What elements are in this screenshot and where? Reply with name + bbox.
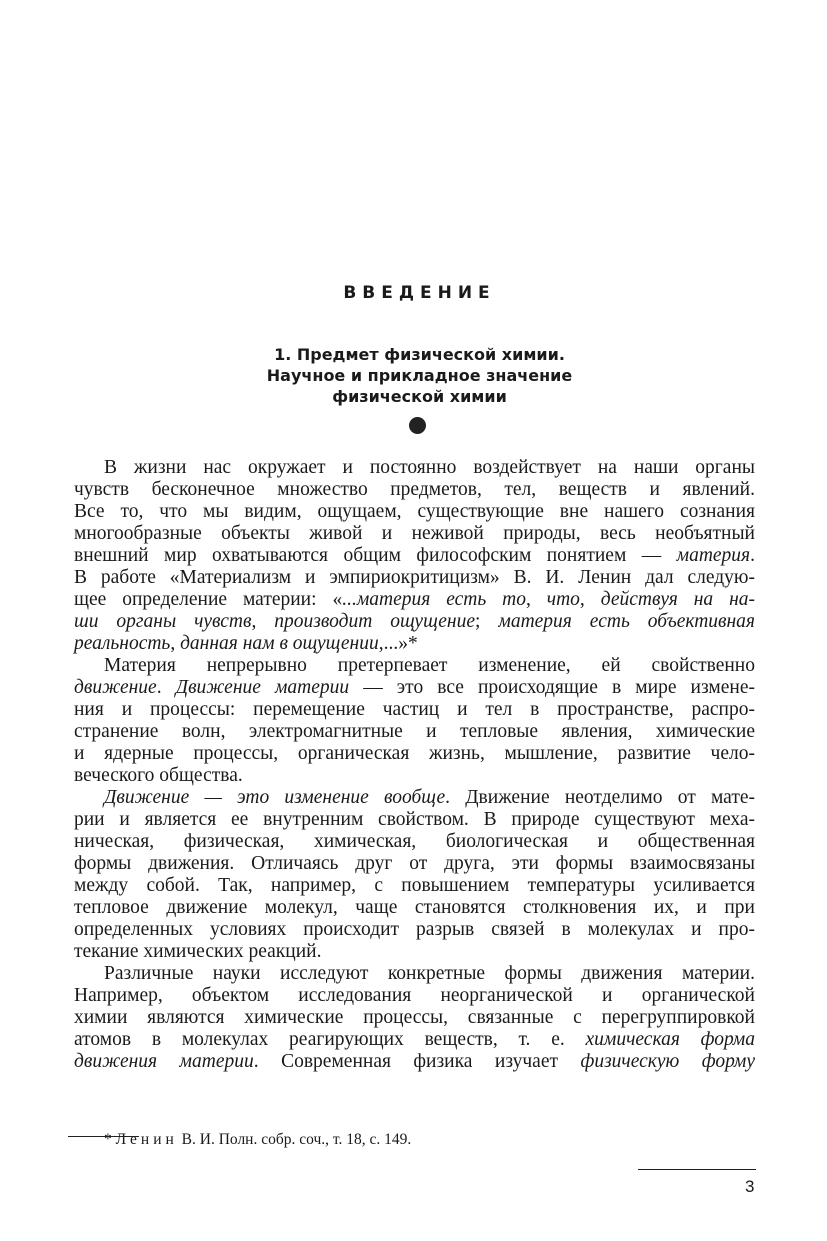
text-line [74,963,755,985]
text-line [74,985,755,1007]
italic-text: материя есть объективная [498,611,755,632]
italic-text: данная нам в ощущении [180,633,379,654]
text-line [74,853,755,875]
footnote-author: Ленин [115,1131,178,1148]
italic-text: производит ощущение [274,611,476,632]
text-line [74,1007,755,1029]
text-segment: , [579,589,601,610]
text-segment: . [750,545,755,566]
text-segment: Например, объектом исследования неорганической и органической [74,985,755,1006]
text-line [74,457,755,479]
italic-text: Движение материи [175,677,350,698]
text-segment: тепловое движение молекул, чаще становятся столкновения их, и при [74,897,755,918]
text-line [74,831,755,853]
text-segment: — это все происходящие в мире измене- [349,677,755,698]
footnote-mark: * [104,1131,116,1148]
text-line [74,501,755,523]
italic-text: реальность [74,633,171,654]
text-segment: Различные науки исследуют конкретные формы движения материи. [104,963,755,984]
text-line [74,721,755,743]
text-line [74,1029,755,1051]
page-number: 3 [745,1177,755,1196]
text-line [74,809,755,831]
text-segment: . [156,677,176,698]
text-segment: рии и является ее внутренним свойством. В природе существуют меха- [74,809,755,830]
text-segment: , [170,633,181,654]
text-segment: определенных условиях происходит разрыв связей в молекулах и про- [74,919,755,940]
text-segment: Материя непрерывно претерпевает изменение, ей свойственно [104,655,755,676]
text-line [74,523,755,545]
text-segment: текание химических реакций. [74,941,322,962]
text-line [74,633,755,655]
italic-text: химическая форма [585,1029,755,1050]
text-line [74,655,755,677]
text-segment: странение волн, электромагнитные и тепловые явления, химические [74,721,755,742]
ornament-dot-icon [409,417,426,434]
text-line [74,611,755,633]
text-segment: ния и процессы: перемещение частиц и тел в пространстве, распро- [74,699,755,720]
text-segment: , [525,589,547,610]
text-segment: ническая, физическая, химическая, биологическая и общественная [74,831,755,852]
text-line [74,589,755,611]
body-text [74,457,755,1073]
text-segment: щее определение материи: « [74,589,343,610]
text-segment: ; [475,611,499,632]
text-segment: между собой. Так, например, с повышением температуры усиливается [74,875,755,896]
italic-text: Движение — это изменение вообще [104,787,446,808]
text-segment: атомов в молекулах реагирующих веществ, т. е. [74,1029,586,1050]
text-line [74,1051,755,1073]
text-segment: и ядерные процессы, органическая жизнь, мышление, развитие чело- [74,743,755,764]
text-segment: многообразные объекты живой и неживой природы, весь необъятный [74,523,755,544]
section-title-line: физической химии [332,387,507,406]
italic-text: физическую форму [580,1051,755,1072]
chapter-title: ВВЕДЕНИЕ [343,283,496,303]
page-number-rule [638,1169,756,1170]
text-segment: В работе «Материализм и эмпириокритицизм» В. И. Ленин дал следую- [74,567,755,588]
text-segment: , [251,611,275,632]
section-title-line: Научное и прикладное значение [266,366,573,385]
italic-text: что [546,589,580,610]
text-line [74,919,755,941]
text-segment: . Современная физика изучает [253,1051,581,1072]
text-line [74,743,755,765]
italic-text: движения материи [74,1051,254,1072]
text-segment: чувств бесконечное множество предметов, тел, веществ и явлений. [74,479,755,500]
text-segment: ,...»* [378,633,418,654]
text-line [74,677,755,699]
footnote-reference: В. И. Полн. собр. соч., т. 18, с. 149. [177,1131,412,1148]
text-line [74,875,755,897]
text-segment: В жизни нас окружает и постоянно воздействует на наши органы [104,457,755,478]
italic-text: действуя на на- [600,589,756,610]
text-line [74,545,755,567]
text-segment: веческого общества. [74,765,243,786]
text-segment: формы движения. Отличаясь друг от друга, эти формы взаимосвязаны [74,853,755,874]
italic-text: движение [74,677,157,698]
italic-text: ...материя есть то [342,589,526,610]
italic-text: ши органы чувств [74,611,252,632]
text-line [74,699,755,721]
text-segment: Все то, что мы видим, ощущаем, существующие вне нашего сознания [74,501,755,522]
text-line [74,941,755,963]
italic-text: материя [676,545,751,566]
text-segment: внешний мир охватываются общим философским понятием — [74,545,677,566]
text-line [74,897,755,919]
footnote [104,1131,411,1149]
text-segment: . Движение неотделимо от мате- [445,787,755,808]
text-line [74,765,755,787]
text-line [74,567,755,589]
text-line [74,479,755,501]
text-line [74,787,755,809]
section-title-line: 1. Предмет физической химии. [274,345,565,364]
text-segment: химии являются химические процессы, связанные с перегруппировкой [74,1007,755,1028]
